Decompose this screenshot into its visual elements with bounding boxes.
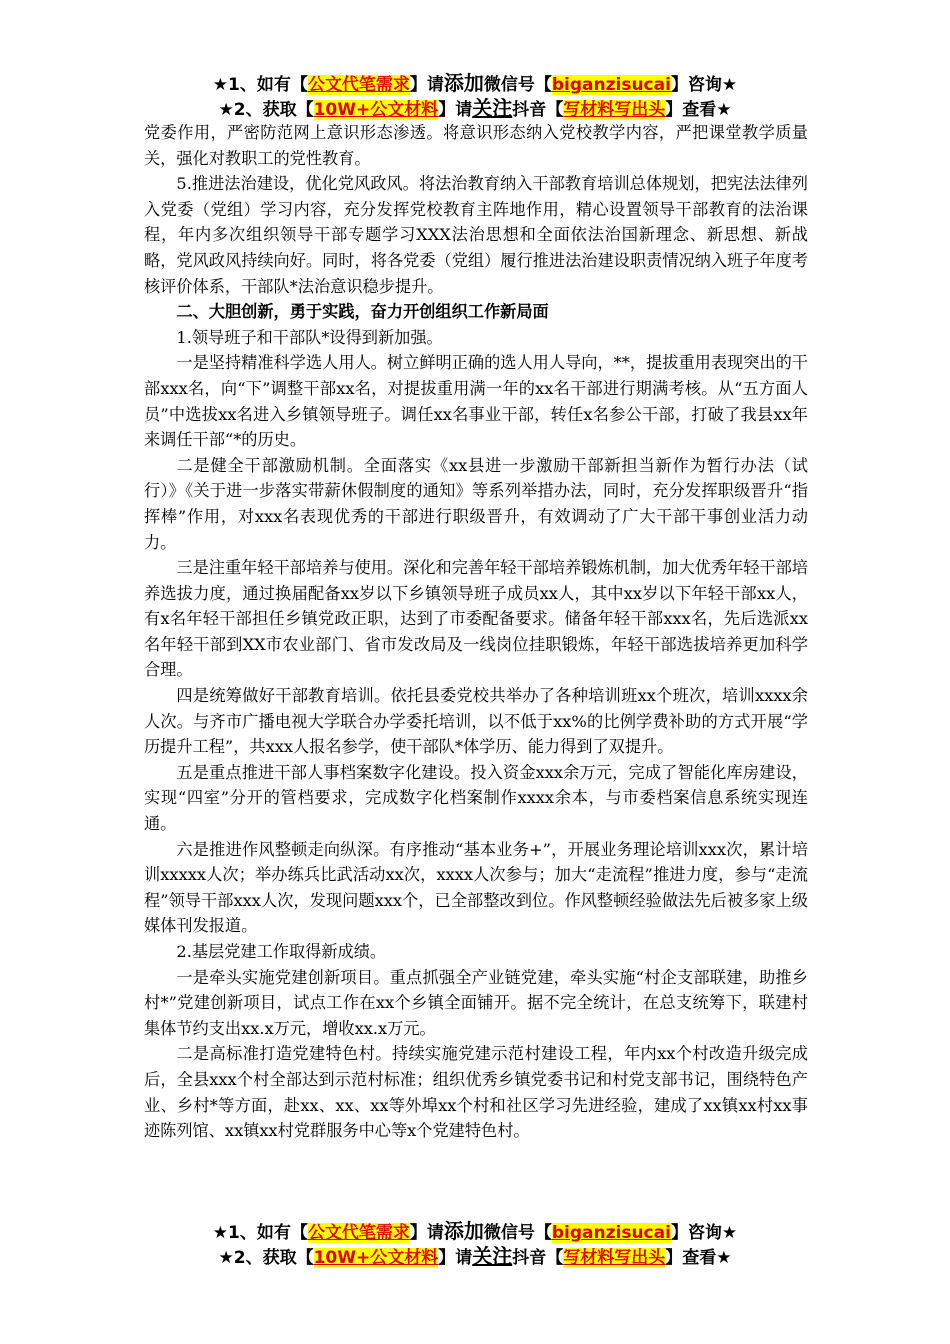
paragraph: 一是牵头实施党建创新项目。重点抓强全产业链党建，牵头实施“村企支部联建，助推乡村*”党建创新项目，试点工作在xx个乡镇全面铺开。据不完全统计，在总支统筹下，联建村集体节约支出xx.x万元，增收xx.x万元。 [144, 967, 808, 1038]
paragraph: 六是推进作风整顿走向纵深。有序推动“基本业务+”，开展业务理论培训xxx次，累计培训xxxxx人次；举办练兵比武活动xx次，xxxx人次参与；加大“走流程”推进力度，参与“走流程”领导干部xxx人次，发现问题xxx个，已全部整改到位。作风整顿经验做法先后被多家上级媒体刊发报道。 [144, 839, 808, 936]
paragraph: 三是注重年轻干部培养与使用。深化和完善年轻干部培养锻炼机制，加大优秀年轻干部培养选拔力度，通过换届配备xx岁以下乡镇领导班子成员xx人，其中xx岁以下年轻干部xx人，有x名年轻干部担任乡镇党政正职，达到了市委配备要求。储备年轻干部xxx名，先后选派xx名年轻干部到XX市农业部门、省市发改局及一线岗位挂职锻炼，年轻干部选拔培养更加科学合理。 [144, 558, 808, 680]
highlight-wechat-id: biganzisucai [551, 75, 671, 95]
banner-text: 】请 [409, 1223, 444, 1243]
banner-text: 抖音【 [512, 1248, 564, 1268]
banner-text: ★1、如有【 [212, 75, 308, 95]
banner-text: ★2、获取【 [218, 1248, 314, 1268]
banner-text: 】请 [438, 100, 473, 120]
banner-text: 】请 [409, 75, 444, 95]
highlight-service: 公文代笔需求 [307, 1223, 410, 1243]
highlight-wechat-id: biganzisucai [551, 1223, 671, 1243]
footer-ad-line-1 [0, 1218, 950, 1246]
document-body [144, 120, 808, 1144]
subsection-title: 1.领导班子和干部队*设得到新加强。 [176, 327, 443, 347]
banner-text: 】咨询★ [670, 1223, 738, 1243]
banner-text: ★2、获取【 [218, 100, 314, 120]
banner-text: 微信号【 [483, 1223, 552, 1243]
highlight-materials: 10W+公文材料 [313, 1248, 439, 1268]
section-heading: 二、大胆创新，勇于实践，奋力开创组织工作新局面 [176, 302, 549, 322]
banner-text: 】查看★ [665, 1248, 732, 1268]
banner-text: 】查看★ [665, 100, 732, 120]
banner-text: 】请 [438, 1248, 473, 1268]
paragraph: 二是高标准打造党建特色村。持续实施党建示范村建设工程，年内xx个村改造升级完成后，全县xxx个村全部达到示范村标准；组织优秀乡镇党委书记和村党支部书记，围绕特色产业、乡村*等方面，赴xx、xx、xx等外埠xx个村和社区学习先进经验，建成了xx镇xx村xx事迹陈列馆、xx镇xx村党群服务中心等x个党建特色村。 [144, 1044, 808, 1141]
highlight-douyin: 写材料写出头 [563, 1248, 666, 1268]
paragraph: 5.推进法治建设，优化党风政风。将法治教育纳入干部教育培训总体规划，把宪法法律列入党委（党组）学习内容，充分发挥党校教育主阵地作用，精心设置领导干部教育的法治课程，年内多次组织领导干部专题学习XXX法治思想和全面依法治国新理念、新思想、新战略，党风政风持续向好。同时，将各党委（党组）履行推进法治建设职责情况纳入班子年度考核评价体系，干部队*法治意识稳步提升。 [144, 174, 808, 296]
banner-emphasis: 添加 [443, 71, 484, 95]
banner-text: 抖音【 [512, 100, 564, 120]
highlight-materials: 10W+公文材料 [313, 100, 439, 120]
banner-emphasis: 添加 [443, 1219, 484, 1243]
highlight-service: 公文代笔需求 [307, 75, 410, 95]
paragraph: 党委作用，严密防范网上意识形态渗透。将意识形态纳入党校教学内容，严把课堂教学质量关，强化对教职工的党性教育。 [144, 123, 808, 168]
paragraph: 二是健全干部激励机制。全面落实《xx县进一步激励干部新担当新作为暂行办法（试行）》《关于进一步落实带薪休假制度的通知》等系列举措办法，同时，充分发挥职级晋升“指挥棒”作用，对xxx名表现优秀的干部进行职级晋升，有效调动了广大干部干事创业活力动力。 [144, 455, 808, 552]
subsection-title: 2.基层党建工作取得新成绩。 [176, 942, 387, 961]
banner-text: 微信号【 [483, 75, 552, 95]
header-ad-line-2 [0, 95, 950, 123]
banner-text: 】咨询★ [670, 75, 738, 95]
footer-ad-line-2 [0, 1243, 950, 1271]
banner-emphasis: 关注 [472, 96, 513, 120]
paragraph: 五是重点推进干部人事档案数字化建设。投入资金xxx余万元，完成了智能化库房建设，实现“四室”分开的管档要求，完成数字化档案制作xxxx余本，与市委档案信息系统实现连通。 [144, 762, 808, 834]
banner-text: ★1、如有【 [212, 1223, 308, 1243]
banner-emphasis: 关注 [472, 1244, 513, 1268]
highlight-douyin: 写材料写出头 [563, 100, 666, 120]
header-ad-line-1 [0, 70, 950, 98]
paragraph: 一是坚持精准科学选人用人。树立鲜明正确的选人用人导向，**，提拔重用表现突出的干部xxx名，向“下”调整干部xx名，对提拔重用满一年的xx名干部进行期满考核。从“五方面人员”中选拔xx名进入乡镇领导班子。调任xx名事业干部，转任x名参公干部，打破了我县xx年来调任干部“*的历史。 [144, 353, 808, 450]
paragraph: 四是统筹做好干部教育培训。依托县委党校共举办了各种培训班xx个班次，培训xxxx余人次。与齐市广播电视大学联合办学委托培训，以不低于xx%的比例学费补助的方式开展“学历提升工程”，共xxx人报名参学，使干部队*体学历、能力得到了双提升。 [144, 686, 808, 757]
